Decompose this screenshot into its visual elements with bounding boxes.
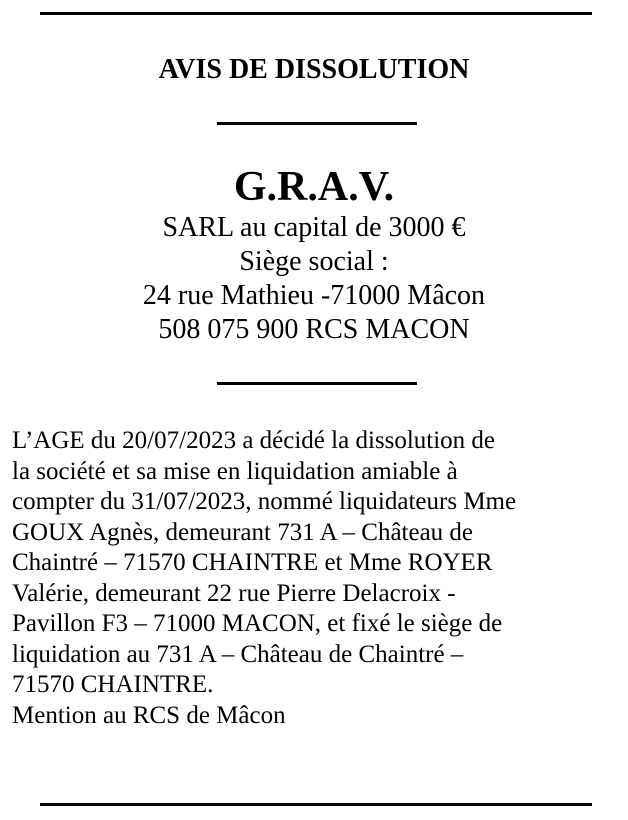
body-line: L’AGE du 20/07/2023 a décidé la dissolution de bbox=[12, 427, 496, 454]
company-address: 24 rue Mathieu -71000 Mâcon bbox=[142, 280, 486, 311]
body-line: 71570 CHAINTRE. bbox=[12, 671, 214, 698]
body-line: Pavillon F3 – 71000 MACON, et fixé le siège de bbox=[12, 610, 503, 637]
company-details bbox=[0, 211, 628, 347]
body-line: Valérie, demeurant 22 rue Pierre Delacroix - bbox=[12, 579, 456, 607]
notice-body bbox=[12, 426, 622, 731]
body-line: liquidation au 731 A – Château de Chaintré – bbox=[12, 640, 464, 668]
body-line: Mention au RCS de Mâcon bbox=[12, 701, 286, 729]
heading-divider bbox=[217, 122, 417, 125]
company-office-label: Siège social : bbox=[239, 246, 389, 277]
company-divider bbox=[217, 382, 417, 385]
company-name: G.R.A.V. bbox=[233, 164, 395, 210]
body-line: compter du 31/07/2023, nommé liquidateurs Mme bbox=[12, 488, 517, 515]
body-line: la société et sa mise en liquidation amiable à bbox=[12, 457, 458, 485]
body-line: Chaintré – 71570 CHAINTRE et Mme ROYER bbox=[12, 549, 493, 576]
company-registration: 508 075 900 RCS MACON bbox=[158, 314, 470, 345]
top-divider bbox=[40, 12, 592, 15]
company-capital: SARL au capital de 3000 € bbox=[162, 212, 466, 243]
bottom-divider bbox=[40, 803, 592, 806]
body-line: GOUX Agnès, demeurant 731 A – Château de bbox=[12, 518, 474, 546]
notice-heading: AVIS DE DISSOLUTION bbox=[158, 54, 470, 85]
